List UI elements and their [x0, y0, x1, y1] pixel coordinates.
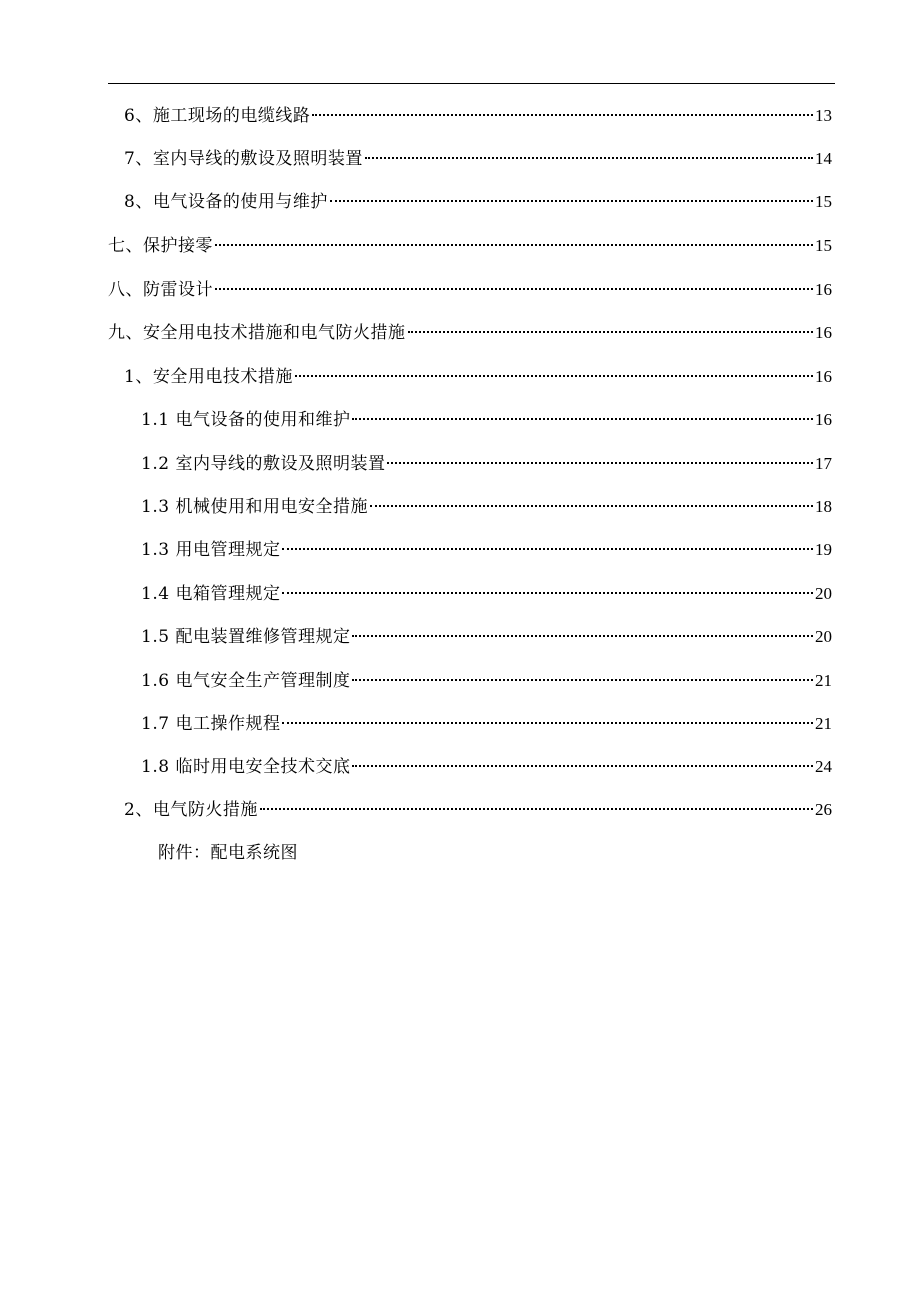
- toc-page-number: 24: [815, 757, 832, 776]
- toc-entry[interactable]: [124, 795, 832, 825]
- toc-entry-label: 1.3 用电管理规定: [141, 540, 281, 560]
- toc-page-number: 19: [815, 540, 832, 559]
- header-rule: [108, 83, 835, 84]
- toc-page-number: 16: [815, 410, 832, 429]
- toc-entry[interactable]: [108, 231, 832, 261]
- toc-entry[interactable]: [124, 362, 832, 392]
- toc-page-number: 15: [815, 192, 832, 211]
- toc-entry-label: 1.5 配电装置维修管理规定: [141, 627, 351, 647]
- toc-entry[interactable]: [108, 275, 832, 305]
- toc-page-number: 14: [815, 149, 832, 168]
- toc-entry[interactable]: [141, 666, 832, 696]
- toc-leader-dots: [387, 462, 813, 464]
- toc-entry-label: 1.4 电箱管理规定: [141, 584, 281, 604]
- toc-page-number: 21: [815, 671, 832, 690]
- toc-entry[interactable]: [141, 492, 832, 522]
- appendix-note: 附件：配电系统图: [158, 843, 298, 863]
- toc-page-number: 16: [815, 367, 832, 386]
- toc-entry-label: 九、安全用电技术措施和电气防火措施: [108, 323, 406, 343]
- toc-leader-dots: [330, 200, 813, 202]
- toc-entry[interactable]: [124, 101, 832, 131]
- toc-leader-dots: [295, 375, 813, 377]
- toc-entry[interactable]: [124, 144, 832, 174]
- toc-page-number: 16: [815, 280, 832, 299]
- toc-entry-label: 七、保护接零: [108, 236, 213, 256]
- toc-leader-dots: [215, 288, 813, 290]
- toc-page-number: 26: [815, 800, 832, 819]
- toc-leader-dots: [260, 808, 813, 810]
- toc-leader-dots: [312, 114, 813, 116]
- toc-entry[interactable]: [141, 579, 832, 609]
- toc-page-number: 21: [815, 714, 832, 733]
- toc-entry-label: 2、电气防火措施: [124, 800, 258, 820]
- toc-leader-dots: [215, 244, 813, 246]
- toc-entry-label: 6、施工现场的电缆线路: [124, 106, 311, 126]
- toc-entry[interactable]: [141, 449, 832, 479]
- toc-entry-label: 1.6 电气安全生产管理制度: [141, 671, 351, 691]
- toc-page-number: 15: [815, 236, 832, 255]
- toc-entry-label: 1.2 室内导线的敷设及照明装置: [141, 454, 386, 474]
- toc-page-number: 17: [815, 454, 832, 473]
- toc-leader-dots: [370, 505, 813, 507]
- toc-page-number: 16: [815, 323, 832, 342]
- toc-entry-label: 8、电气设备的使用与维护: [124, 192, 328, 212]
- toc-entry-label: 1.8 临时用电安全技术交底: [141, 757, 351, 777]
- toc-entry[interactable]: [141, 709, 832, 739]
- toc-page-number: 18: [815, 497, 832, 516]
- toc-entry[interactable]: [124, 187, 832, 217]
- toc-page-number: 20: [815, 584, 832, 603]
- toc-entry[interactable]: [141, 535, 832, 565]
- toc-page-number: 20: [815, 627, 832, 646]
- toc-leader-dots: [365, 157, 813, 159]
- toc-entry-label: 1.7 电工操作规程: [141, 714, 281, 734]
- toc-entry[interactable]: [141, 752, 832, 782]
- toc-entry[interactable]: [108, 318, 832, 348]
- toc-leader-dots: [282, 722, 813, 724]
- toc-entry[interactable]: [141, 622, 832, 652]
- toc-page-number: 13: [815, 106, 832, 125]
- toc-leader-dots: [408, 331, 814, 333]
- toc-entry-label: 八、防雷设计: [108, 280, 213, 300]
- toc-leader-dots: [282, 592, 813, 594]
- toc-entry-label: 7、室内导线的敷设及照明装置: [124, 149, 363, 169]
- toc-entry-label: 1、安全用电技术措施: [124, 367, 293, 387]
- toc-entry[interactable]: [141, 405, 832, 435]
- toc-entry-label: 1.1 电气设备的使用和维护: [141, 410, 351, 430]
- toc-leader-dots: [282, 548, 813, 550]
- toc-leader-dots: [352, 635, 813, 637]
- toc-leader-dots: [352, 679, 813, 681]
- toc-leader-dots: [352, 765, 813, 767]
- toc-leader-dots: [352, 418, 813, 420]
- toc-entry-label: 1.3 机械使用和用电安全措施: [141, 497, 368, 517]
